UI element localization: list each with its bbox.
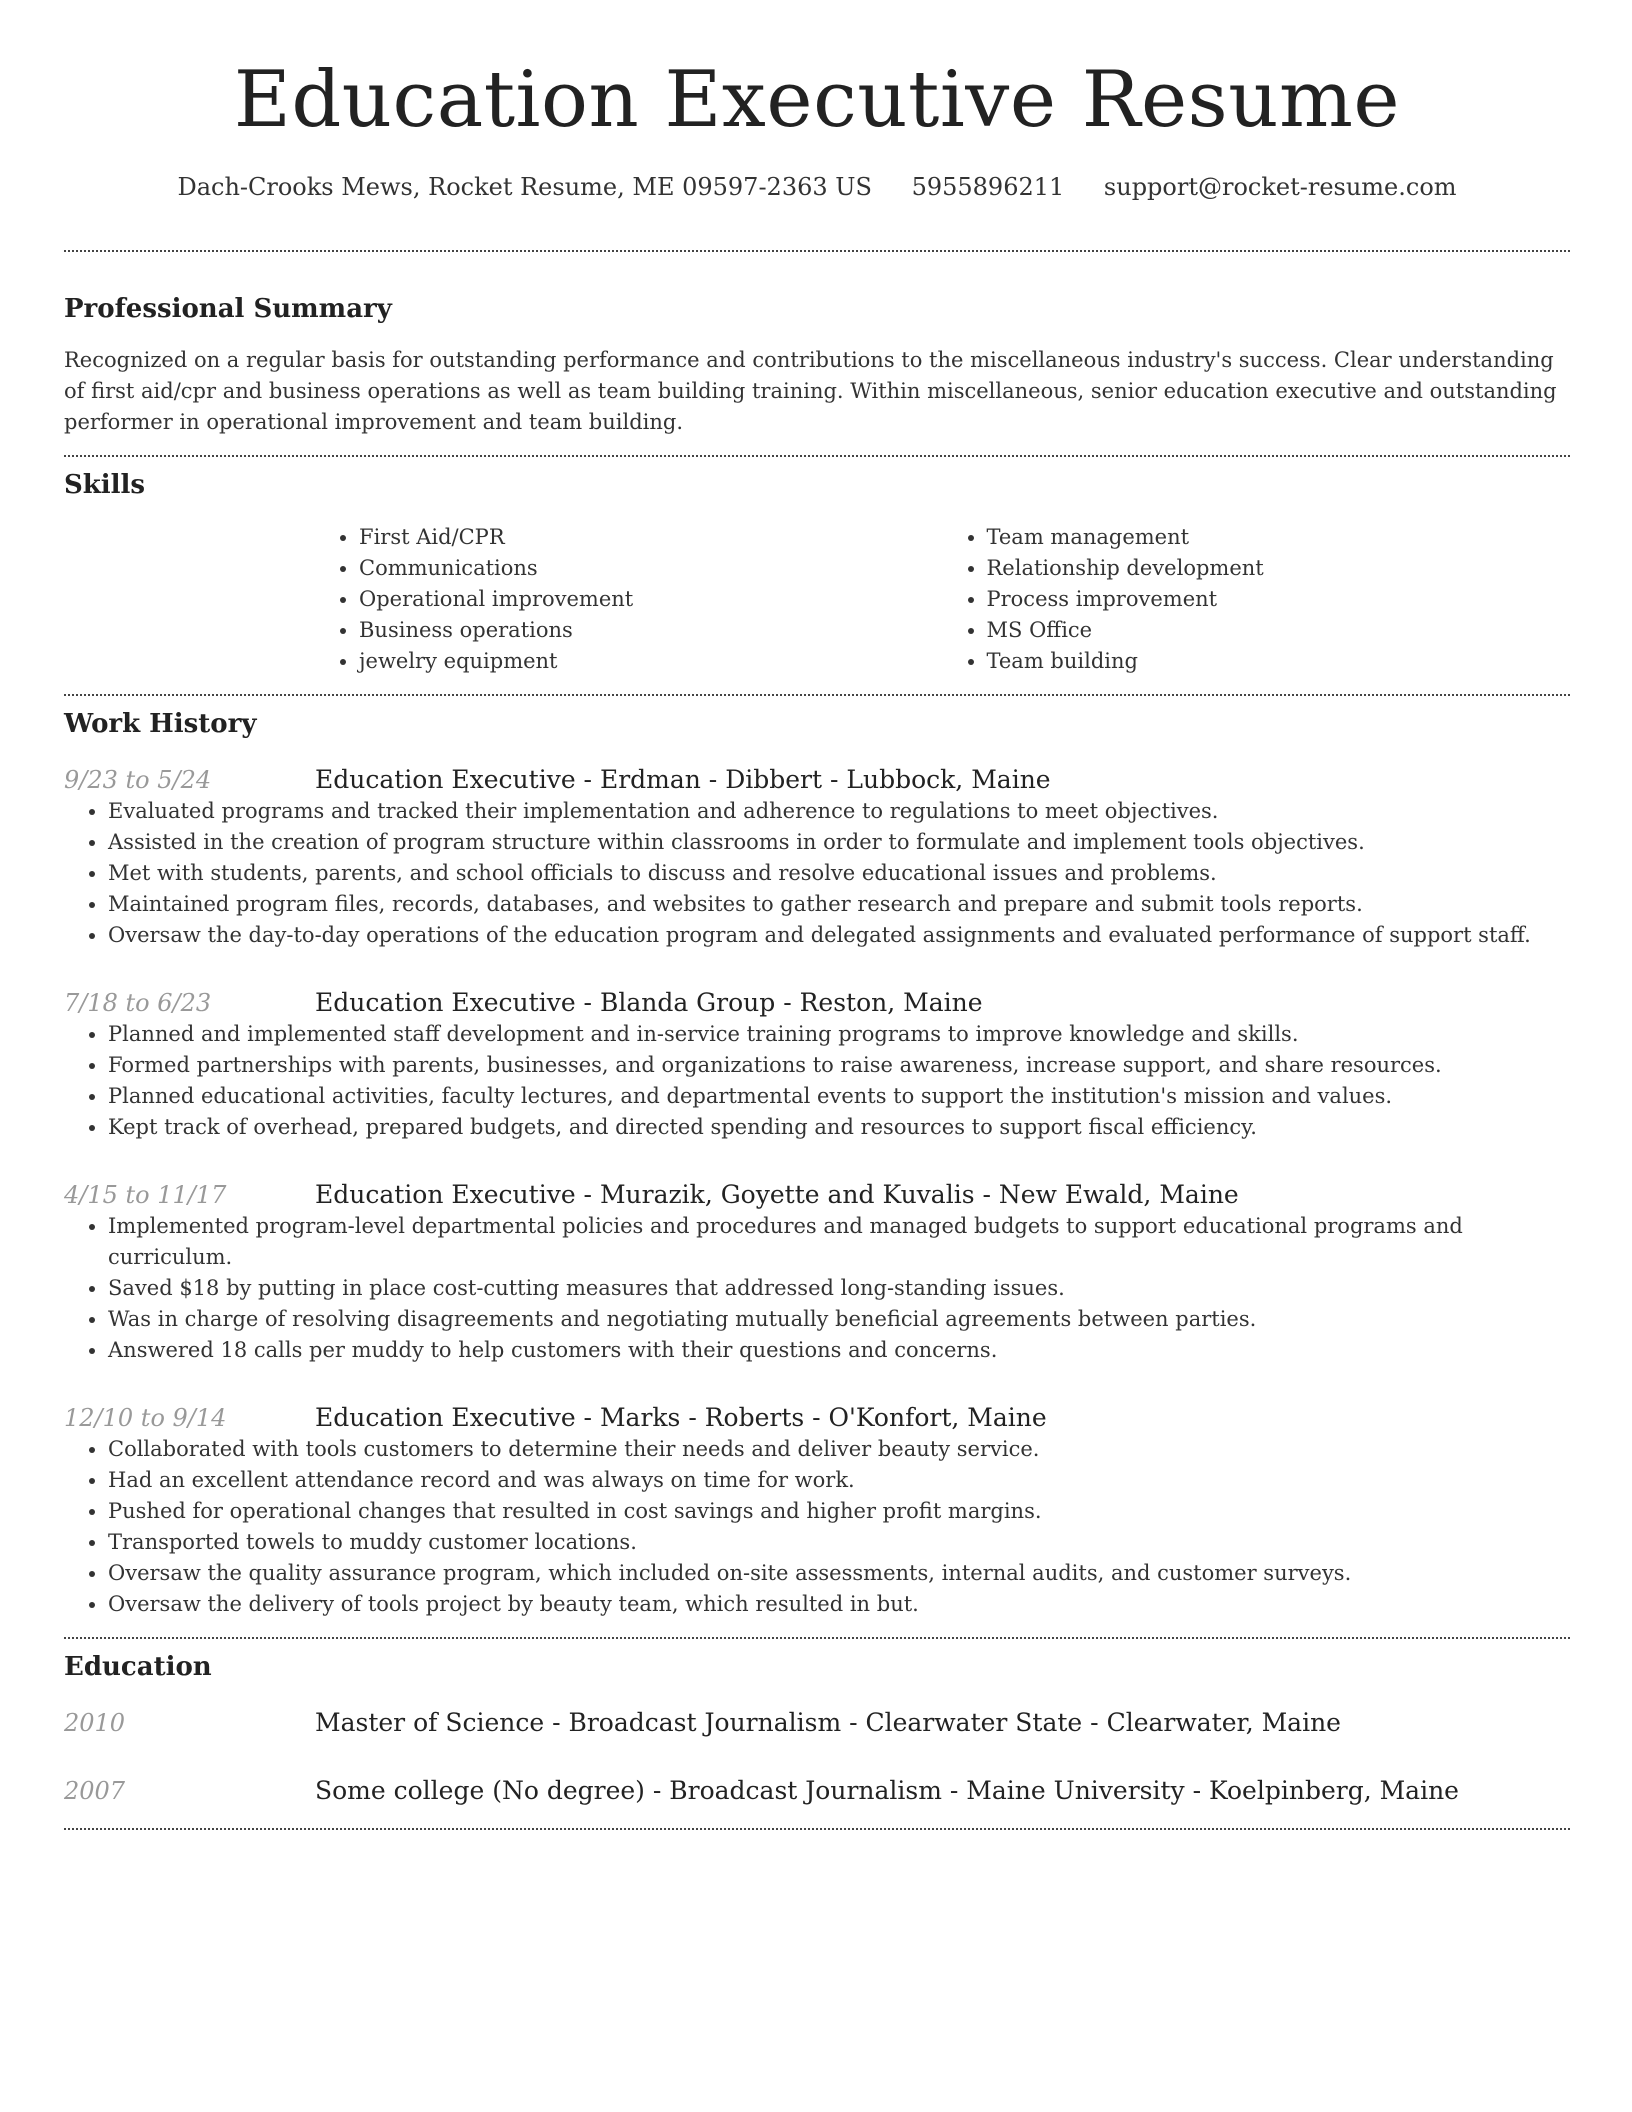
divider <box>64 455 1570 457</box>
job-bullet: • Oversaw the quality assurance program, which included on-site assessments, internal audits, and customer surveys. <box>108 1558 1570 1589</box>
job-bullet: • Maintained program files, records, databases, and websites to gather research and prepare and submit tools reports. <box>108 889 1570 920</box>
section-title-work-history: Work History <box>64 709 257 739</box>
education-degree: Master of Science - Broadcast Journalism - Clearwater State - Clearwater, Maine <box>315 1708 1341 1737</box>
skill-item: • First Aid/CPR <box>359 522 943 553</box>
divider <box>64 1828 1570 1830</box>
skill-item: • Operational improvement <box>359 584 943 615</box>
job-title: Education Executive - Marks - Roberts - O'Konfort, Maine <box>315 1403 1047 1432</box>
job-bullets <box>64 1434 1570 1620</box>
job-bullets <box>64 796 1570 951</box>
resume-title: Education Executive Resume <box>233 55 1401 145</box>
job-bullet: • Was in charge of resolving disagreements and negotiating mutually beneficial agreements between parties. <box>108 1304 1570 1335</box>
divider <box>64 1637 1570 1639</box>
job-bullet: • Oversaw the delivery of tools project by beauty team, which resulted in but. <box>108 1589 1570 1620</box>
skill-item: • MS Office <box>987 615 1571 646</box>
job-bullet: • Pushed for operational changes that resulted in cost savings and higher profit margins. <box>108 1496 1570 1527</box>
skills-column-left <box>315 522 943 677</box>
section-title-summary: Professional Summary <box>64 294 392 324</box>
job-entry <box>64 1402 1570 1620</box>
divider <box>64 694 1570 696</box>
job-bullets <box>64 1019 1570 1143</box>
skill-item: • Team building <box>987 646 1571 677</box>
section-title-skills: Skills <box>64 470 146 500</box>
job-title: Education Executive - Erdman - Dibbert - Lubbock, Maine <box>315 765 1051 794</box>
contact-email: support@rocket-resume.com <box>1103 173 1457 201</box>
job-dates: 9/23 to 5/24 <box>64 766 212 794</box>
skill-item: • Relationship development <box>987 553 1571 584</box>
job-bullet: • Transported towels to muddy customer locations. <box>108 1527 1570 1558</box>
education-entry <box>64 1775 1570 1807</box>
education-entry <box>64 1707 1570 1739</box>
job-bullet: • Kept track of overhead, prepared budgets, and directed spending and resources to support fiscal efficiency. <box>108 1112 1570 1143</box>
skill-item: • jewelry equipment <box>359 646 943 677</box>
job-bullet: • Collaborated with tools customers to determine their needs and deliver beauty service. <box>108 1434 1570 1465</box>
skill-item: • Team management <box>987 522 1571 553</box>
summary-text: Recognized on a regular basis for outstanding performance and contributions to the miscellaneous industry's success. Clear understanding of first aid/cpr and business operations as well as team building training. Within miscellaneous, senior education executive and outstanding performer in operational improvement and team building. <box>64 348 1557 434</box>
contact-phone: 5955896211 <box>911 173 1065 201</box>
skills-list <box>315 522 1570 677</box>
job-bullet: • Implemented program-level departmental policies and procedures and managed budgets to support educational programs and curriculum. <box>108 1211 1570 1273</box>
job-bullet: • Oversaw the day-to-day operations of the education program and delegated assignments and evaluated performance of support staff. <box>108 920 1570 951</box>
contact-line <box>64 172 1570 202</box>
job-bullets <box>64 1211 1570 1366</box>
job-bullet: • Evaluated programs and tracked their implementation and adherence to regulations to meet objectives. <box>108 796 1570 827</box>
job-entry <box>64 987 1570 1143</box>
job-bullet: • Had an excellent attendance record and was always on time for work. <box>108 1465 1570 1496</box>
education-degree: Some college (No degree) - Broadcast Journalism - Maine University - Koelpinberg, Maine <box>315 1776 1459 1805</box>
skill-item: • Communications <box>359 553 943 584</box>
section-title-education: Education <box>64 1652 212 1682</box>
job-bullet: • Formed partnerships with parents, businesses, and organizations to raise awareness, increase support, and share resources. <box>108 1050 1570 1081</box>
divider <box>64 250 1570 252</box>
job-bullet: • Saved $18 by putting in place cost-cutting measures that addressed long-standing issues. <box>108 1273 1570 1304</box>
job-bullet: • Planned educational activities, faculty lectures, and departmental events to support the institution's mission and values. <box>108 1081 1570 1112</box>
job-title: Education Executive - Murazik, Goyette and Kuvalis - New Ewald, Maine <box>315 1180 1239 1209</box>
job-entry <box>64 764 1570 951</box>
education-year: 2007 <box>64 1777 126 1805</box>
contact-address: Dach-Crooks Mews, Rocket Resume, ME 09597-2363 US <box>177 173 872 201</box>
job-bullet: • Assisted in the creation of program structure within classrooms in order to formulate and implement tools objectives. <box>108 827 1570 858</box>
job-bullet: • Met with students, parents, and school officials to discuss and resolve educational issues and problems. <box>108 858 1570 889</box>
skill-item: • Process improvement <box>987 584 1571 615</box>
job-bullet: • Answered 18 calls per muddy to help customers with their questions and concerns. <box>108 1335 1570 1366</box>
education-year: 2010 <box>64 1709 126 1737</box>
job-bullet: • Planned and implemented staff development and in-service training programs to improve knowledge and skills. <box>108 1019 1570 1050</box>
skill-item: • Business operations <box>359 615 943 646</box>
resume-page <box>64 0 1570 1830</box>
job-title: Education Executive - Blanda Group - Reston, Maine <box>315 988 983 1017</box>
job-dates: 4/15 to 11/17 <box>64 1181 227 1209</box>
job-dates: 12/10 to 9/14 <box>64 1404 227 1432</box>
job-dates: 7/18 to 6/23 <box>64 989 212 1017</box>
skills-column-right <box>943 522 1571 677</box>
job-entry <box>64 1179 1570 1366</box>
